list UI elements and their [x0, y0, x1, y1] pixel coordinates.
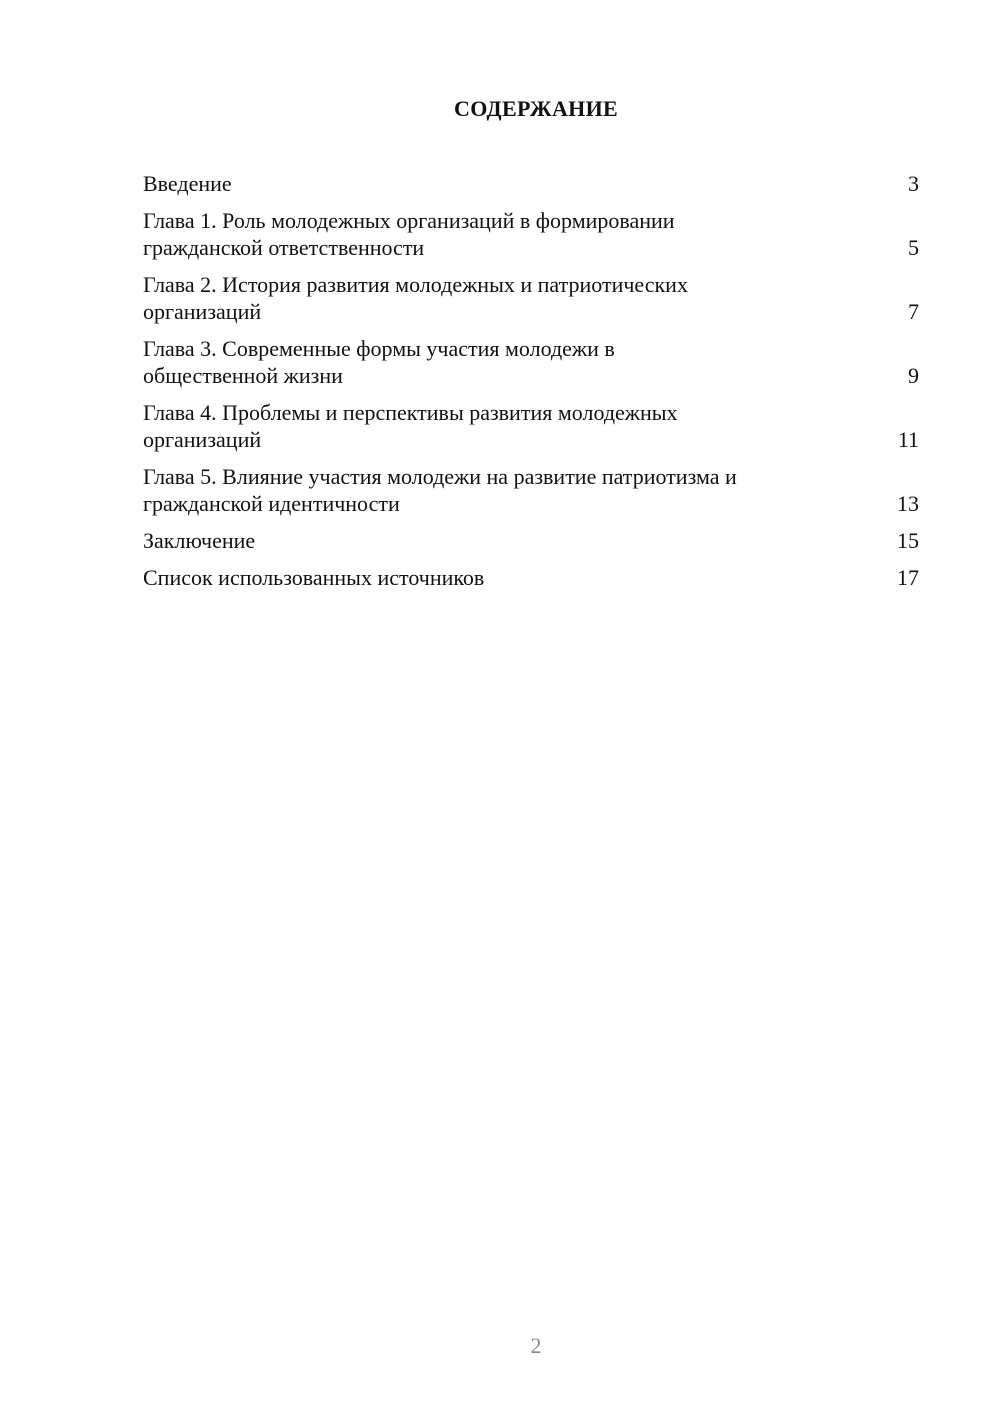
- toc-entry-line: Введение: [143, 171, 232, 196]
- toc-entry-line: общественной жизни: [143, 363, 343, 388]
- toc-entry-line: гражданской ответственности: [143, 235, 425, 260]
- toc-entry-page: 9: [908, 363, 919, 388]
- toc-entry-page: 3: [908, 171, 919, 196]
- toc-entry-text: [143, 463, 889, 517]
- toc-entry-text: [143, 207, 889, 261]
- toc-entry-page: 15: [897, 528, 919, 553]
- toc-entry-page: 7: [908, 299, 919, 324]
- toc-entry-chapter-5: [143, 463, 919, 517]
- toc-entry-text: [143, 335, 889, 389]
- toc-entry-line: организаций: [143, 299, 262, 324]
- toc-entry-text: [143, 170, 889, 197]
- toc-entry-introduction: [143, 170, 919, 197]
- toc-entry-page: 5: [908, 235, 919, 260]
- toc-entry-chapter-2: [143, 271, 919, 325]
- toc-entry-line: Глава 3. Современные формы участия молодежи в: [143, 336, 615, 361]
- toc-entry-chapter-3: [143, 335, 919, 389]
- toc-entry-page: 13: [897, 491, 919, 516]
- toc-entry-text: [143, 527, 889, 554]
- toc-entry-text: [143, 564, 889, 591]
- toc-entry-line: Список использованных источников: [143, 565, 485, 590]
- toc-entry-line: Заключение: [143, 528, 256, 553]
- toc-entry-references: [143, 564, 919, 591]
- toc-entry-page: 17: [897, 565, 919, 590]
- toc-entry-line: Глава 4. Проблемы и перспективы развития молодежных: [143, 400, 678, 425]
- toc-title: СОДЕРЖАНИЕ: [454, 96, 618, 121]
- toc-entry-line: Глава 2. История развития молодежных и патриотических: [143, 272, 688, 297]
- toc-entry-text: [143, 399, 889, 453]
- toc-entry-line: организаций: [143, 427, 262, 452]
- toc-entry-conclusion: [143, 527, 919, 554]
- toc-entry-line: гражданской идентичности: [143, 491, 400, 516]
- toc-entry-line: Глава 5. Влияние участия молодежи на развитие патриотизма и: [143, 464, 737, 489]
- toc-entry-chapter-1: [143, 207, 919, 261]
- table-of-contents: [143, 170, 919, 601]
- toc-entry-page: 11: [897, 427, 919, 452]
- toc-entry-chapter-4: [143, 399, 919, 453]
- toc-entry-text: [143, 271, 889, 325]
- page-number: 2: [530, 1333, 542, 1358]
- toc-entry-line: Глава 1. Роль молодежных организаций в формировании: [143, 208, 675, 233]
